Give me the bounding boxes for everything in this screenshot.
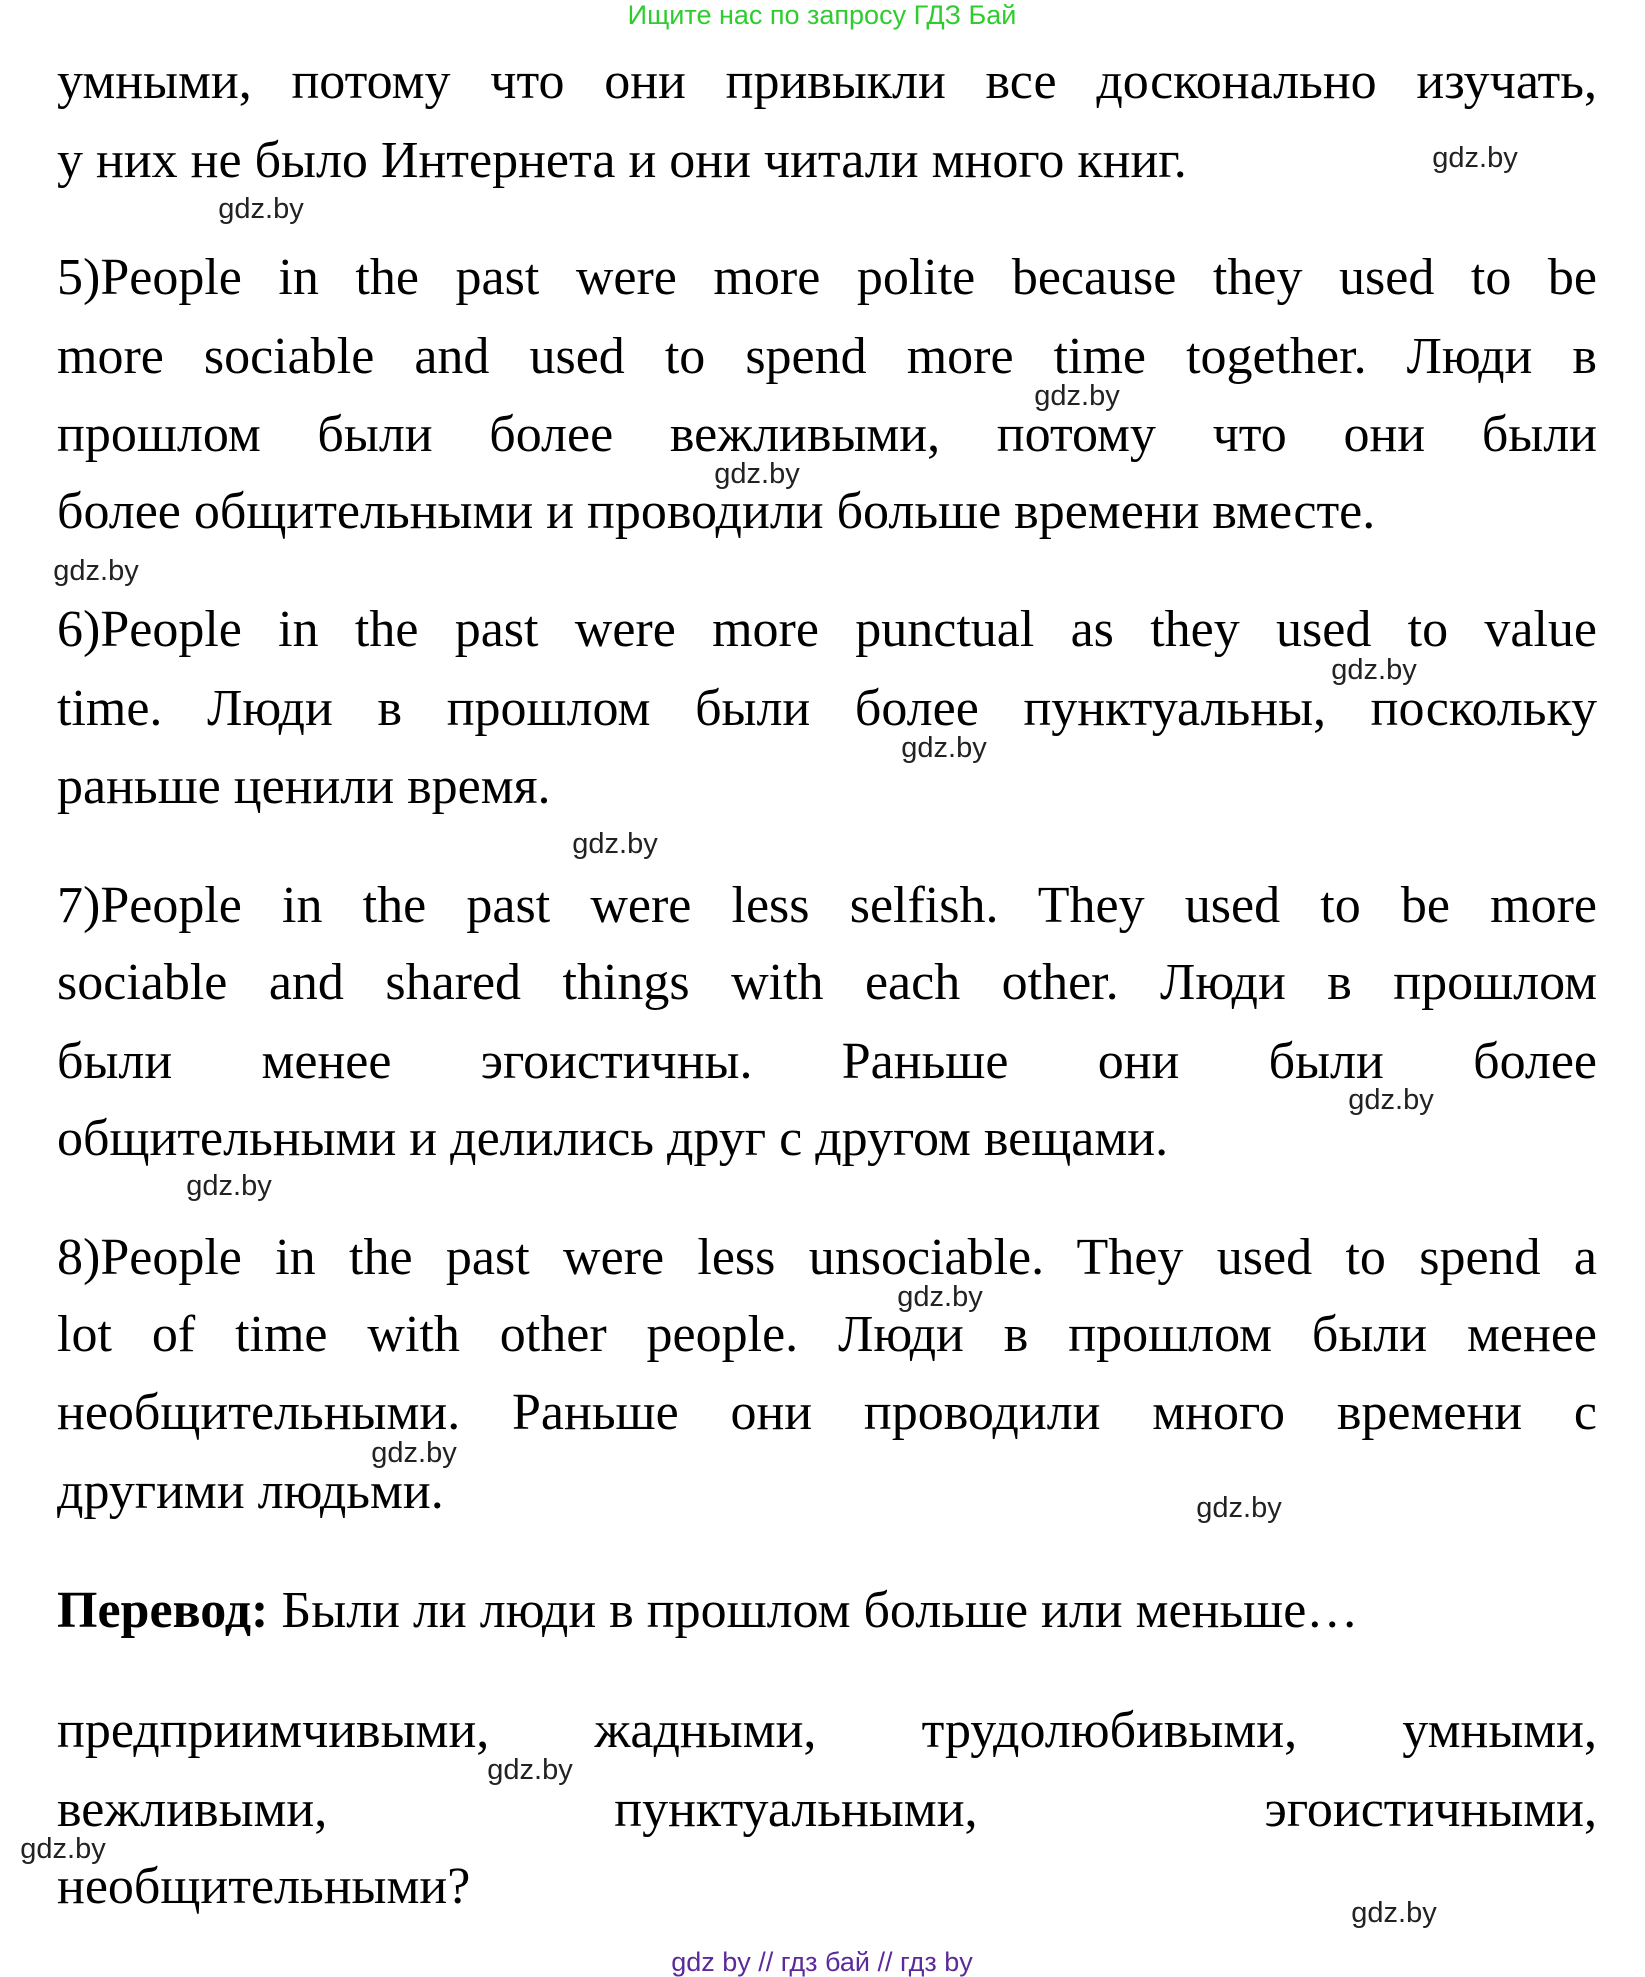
text-line: more sociable and used to spend more time together. Люди в [57, 328, 1597, 385]
translation-heading [57, 1582, 1359, 1639]
text-line: умными, потому что они привыкли все досконально изучать, [57, 53, 1597, 110]
watermark: gdz.by [1331, 654, 1417, 686]
watermark: gdz.by [53, 555, 139, 587]
watermark: gdz.by [218, 193, 304, 225]
text-line: вежливыми, пунктуальными, эгоистичными, [57, 1781, 1597, 1838]
watermark: gdz.by [901, 732, 987, 764]
text-line: time. Люди в прошлом были более пунктуальны, поскольку [57, 680, 1597, 737]
text-line: необщительными? [57, 1858, 471, 1915]
text-line: 6)People in the past were more punctual as they used to value [57, 601, 1597, 658]
watermark: gdz.by [1196, 1492, 1282, 1524]
text-line: 7)People in the past were less selfish. They used to be more [57, 877, 1597, 934]
watermark: gdz.by [1034, 380, 1120, 412]
text-line: раньше ценили время. [57, 758, 551, 815]
text-line: более общительными и проводили больше времени вместе. [57, 483, 1376, 540]
text-line: lot of time with other people. Люди в прошлом были менее [57, 1306, 1597, 1363]
watermark: gdz.by [572, 828, 658, 860]
watermark: gdz.by [897, 1281, 983, 1313]
watermark: gdz.by [1432, 142, 1518, 174]
text-line: 5)People in the past were more polite because they used to be [57, 249, 1597, 306]
text-line: 8)People in the past were less unsociable. They used to spend a [57, 1229, 1597, 1286]
text-line: прошлом были более вежливыми, потому что они были [57, 406, 1597, 463]
text-line: общительными и делились друг с другом вещами. [57, 1110, 1169, 1167]
watermark: gdz.by [371, 1437, 457, 1469]
watermark: gdz.by [487, 1754, 573, 1786]
text-line: другими людьми. [57, 1463, 444, 1520]
text-line: были менее эгоистичны. Раньше они были более [57, 1033, 1597, 1090]
translation-label: Перевод: [57, 1582, 269, 1639]
text-line: у них не было Интернета и они читали много книг. [57, 132, 1187, 189]
footer-banner[interactable]: gdz by // гдз бай // гдз by [671, 1947, 973, 1977]
watermark: gdz.by [1348, 1084, 1434, 1116]
watermark: gdz.by [186, 1170, 272, 1202]
header-banner[interactable]: Ищите нас по запросу ГДЗ Бай [627, 0, 1017, 30]
text-line: необщительными. Раньше они проводили много времени с [57, 1384, 1597, 1441]
text-line: предприимчивыми, жадными, трудолюбивыми, умными, [57, 1702, 1597, 1759]
watermark: gdz.by [714, 458, 800, 490]
watermark: gdz.by [20, 1833, 106, 1865]
translation-text: Были ли люди в прошлом больше или меньше… [268, 1582, 1359, 1639]
text-line: sociable and shared things with each other. Люди в прошлом [57, 954, 1597, 1011]
watermark: gdz.by [1351, 1897, 1437, 1929]
